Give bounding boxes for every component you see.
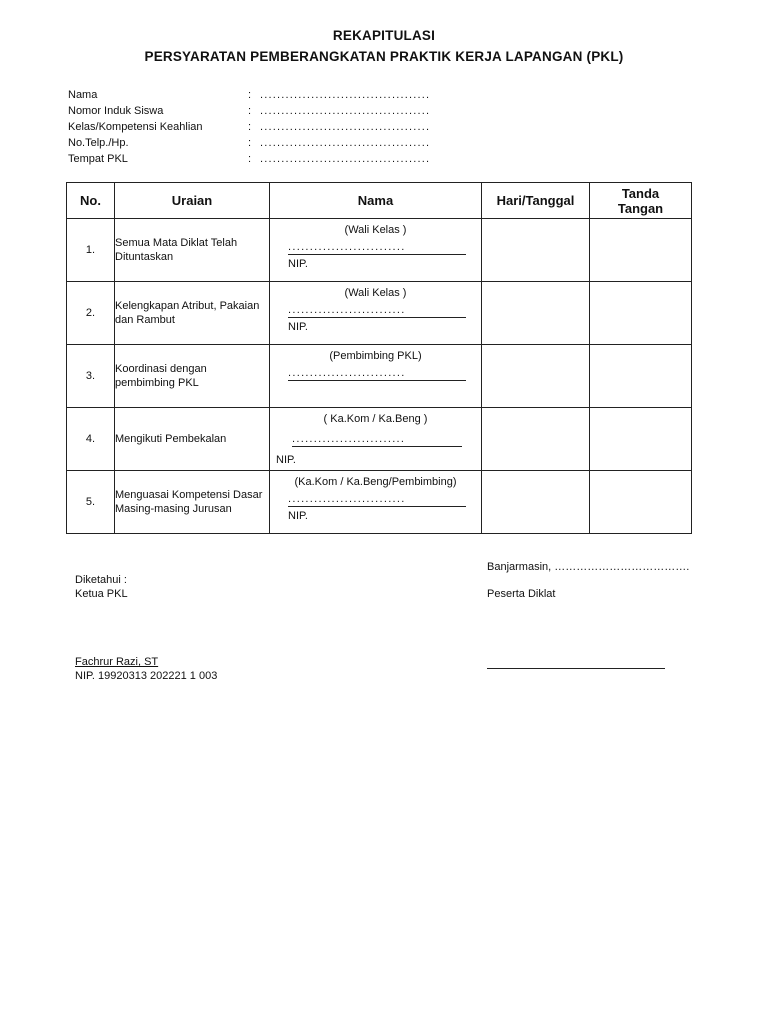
row-nama-cell [270, 282, 482, 345]
info-colon: : [248, 153, 252, 165]
row-hari-tanggal[interactable] [482, 345, 590, 408]
row-nip: NIP. [288, 258, 308, 270]
info-row-nama [68, 87, 430, 103]
row-uraian: Mengikuti Pembekalan [115, 408, 270, 471]
row-nip: NIP. [276, 454, 296, 466]
info-fill-line: ........................................ [260, 121, 431, 133]
signature-line [288, 254, 466, 255]
row-no: 4. [67, 408, 115, 471]
row-hari-tanggal[interactable] [482, 408, 590, 471]
table-header-row [67, 183, 692, 219]
table-row [67, 282, 692, 345]
info-colon: : [248, 105, 252, 117]
row-nama-cell [270, 219, 482, 282]
row-tanda-tangan[interactable] [590, 408, 692, 471]
row-no: 3. [67, 345, 115, 408]
student-info-block [68, 87, 430, 167]
document-title: REKAPITULASI [332, 28, 436, 43]
document-subtitle: PERSYARATAN PEMBERANGKATAN PRAKTIK KERJA LAPANGAN (PKL) [144, 49, 624, 64]
row-nama-cell [270, 471, 482, 534]
row-tanda-tangan[interactable] [590, 282, 692, 345]
header-uraian: Uraian [115, 183, 270, 219]
peserta-signature-line [487, 668, 665, 669]
row-role: (Wali Kelas ) [344, 224, 407, 236]
row-uraian: Koordinasi dengan pembimbing PKL [115, 345, 270, 408]
row-hari-tanggal[interactable] [482, 282, 590, 345]
ketua-role: Ketua PKL [75, 588, 128, 600]
row-role: (Ka.Kom / Ka.Beng/Pembimbing) [294, 476, 457, 488]
info-label: Nomor Induk Siswa [68, 105, 164, 117]
info-fill-line: ........................................ [260, 137, 431, 149]
header-hari-tanggal: Hari/Tanggal [482, 183, 590, 219]
header-nama: Nama [270, 183, 482, 219]
info-fill-line: ........................................ [260, 105, 431, 117]
signature-dots: ........................... [288, 241, 406, 253]
row-no: 2. [67, 282, 115, 345]
peserta-label: Peserta Diklat [487, 588, 556, 600]
row-uraian: Semua Mata Diklat Telah Dituntaskan [115, 219, 270, 282]
table-row [67, 219, 692, 282]
info-row-nis [68, 103, 430, 119]
header-tanda-line1: Tanda [621, 185, 660, 201]
info-fill-line: ........................................ [260, 153, 431, 165]
ketua-name: Fachrur Razi, ST [75, 656, 159, 668]
signature-line [292, 446, 462, 447]
row-tanda-tangan[interactable] [590, 471, 692, 534]
row-role: (Wali Kelas ) [344, 287, 407, 299]
row-uraian: Menguasai Kompetensi Dasar Masing-masing Jurusan [115, 471, 270, 534]
header-tanda-line2: Tangan [617, 200, 664, 216]
ketua-nip: NIP. 19920313 202221 1 003 [75, 670, 218, 682]
info-fill-line: ........................................ [260, 89, 431, 101]
row-no: 1. [67, 219, 115, 282]
header-no: No. [67, 183, 115, 219]
signature-dots: ........................... [288, 493, 406, 505]
row-role: ( Ka.Kom / Ka.Beng ) [323, 413, 428, 425]
row-hari-tanggal[interactable] [482, 471, 590, 534]
signature-dots: .......................... [292, 433, 406, 445]
info-label: Tempat PKL [68, 153, 128, 165]
info-colon: : [248, 137, 252, 149]
info-label: Kelas/Kompetensi Keahlian [68, 121, 203, 133]
row-nip: NIP. [288, 510, 308, 522]
info-row-tempat [68, 151, 430, 167]
row-role: (Pembimbing PKL) [329, 350, 422, 362]
info-label: Nama [68, 89, 98, 101]
signature-dots: ........................... [288, 367, 406, 379]
table-row [67, 408, 692, 471]
row-hari-tanggal[interactable] [482, 219, 590, 282]
signature-line [288, 506, 466, 507]
signature-line [288, 317, 466, 318]
table-row [67, 471, 692, 534]
row-tanda-tangan[interactable] [590, 219, 692, 282]
header-tanda-tangan [590, 183, 692, 219]
row-nama-cell [270, 345, 482, 408]
rekap-table [66, 182, 692, 534]
info-row-kelas [68, 119, 430, 135]
row-nip: NIP. [288, 321, 308, 333]
row-uraian: Kelengkapan Atribut, Pakaian dan Rambut [115, 282, 270, 345]
place-date: Banjarmasin, ………………………………. [487, 561, 690, 573]
info-label: No.Telp./Hp. [68, 137, 129, 149]
signature-line [288, 380, 466, 381]
info-colon: : [248, 89, 252, 101]
known-by-label: Diketahui : [75, 574, 127, 586]
info-colon: : [248, 121, 252, 133]
table-row [67, 345, 692, 408]
row-tanda-tangan[interactable] [590, 345, 692, 408]
signature-dots: ........................... [288, 304, 406, 316]
row-no: 5. [67, 471, 115, 534]
row-nama-cell [270, 408, 482, 471]
info-row-telp [68, 135, 430, 151]
